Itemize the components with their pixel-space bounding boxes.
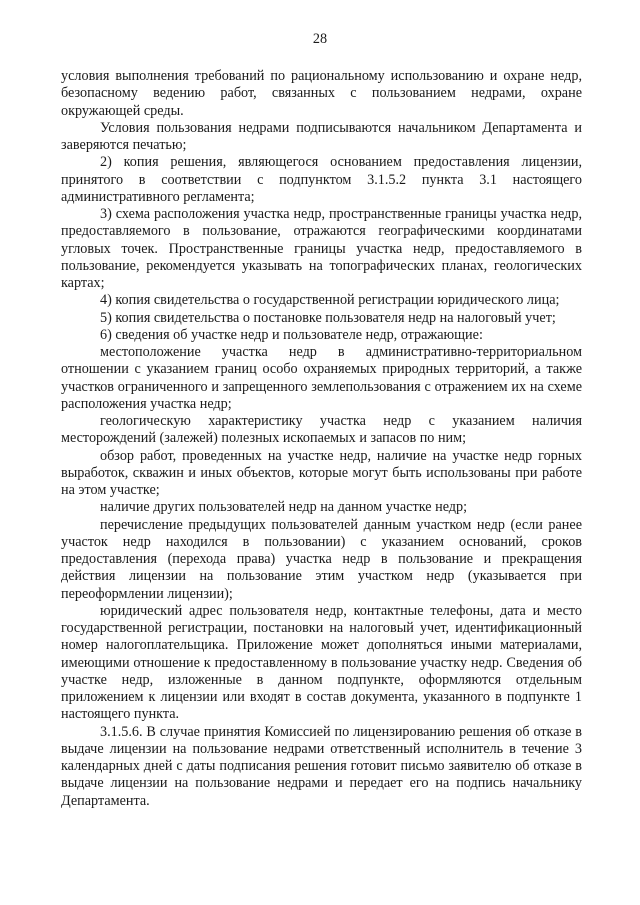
paragraph-conditions-signature: Условия пользования недрами подписываются начальником Департамента и заверяются печатью;: [61, 119, 582, 153]
paragraph-item-5: 5) копия свидетельства о постановке пользователя недр на налоговый учет;: [100, 309, 556, 326]
paragraph-other-users: наличие других пользователей недр на данном участке недр;: [100, 499, 468, 516]
paragraph-item-3: 3) схема расположения участка недр, пространственные границы участка недр, предоставляемого в пользование, отражаются географическими координатами угловых точек. Пространственные границы участка недр, предоставляемого в пользование, рекомендуется указывать на топографических планах, геологических картах;: [61, 206, 582, 291]
paragraph-works-review: обзор работ, проведенных на участке недр, наличие на участке недр горных выработок, скважин и иных объектов, которые могут быть использованы при работе на этом участке;: [61, 447, 582, 498]
paragraph-previous-users: перечисление предыдущих пользователей данным участком недр (если ранее участок недр находился в пользовании) с указанием оснований, сроков предоставления (перехода права) участка недр в пользование и прекращения действия лицензии на пользование этим участком недр (указывается при переоформлении лицензии);: [61, 516, 582, 602]
paragraph-item-2: 2) копия решения, являющегося основанием предоставления лицензии, принятого в соответствии с подпунктом 3.1.5.2 пункта 3.1 настоящего административного регламента;: [61, 154, 582, 205]
document-body: [61, 68, 582, 810]
paragraph-legal-address: юридический адрес пользователя недр, контактные телефоны, дата и место государственной регистрации, постановки на налоговый учет, идентификационный номер налогоплательщика. Приложение может дополняться иными материалами, имеющими отношение к предоставленному в пользование участку недр. Сведения об участке недр, изложенные в данном подпункте, оформляются отдельным приложением к лицензии или входят в состав документа, указанного в подпункте 1 настоящего пункта.: [61, 602, 582, 723]
paragraph-geology: геологическую характеристику участка недр с указанием наличия месторождений (залежей) полезных ископаемых и запасов по ним;: [61, 413, 582, 447]
paragraph-section-3-1-5-6: 3.1.5.6. В случае принятия Комиссией по лицензированию решения об отказе в выдаче лицензии на пользование недрами ответственный исполнитель в течение 3 календарных дней с даты подписания решения готовит письмо заявителю об отказе в выдаче лицензии на пользование недрами и передает его на подпись начальнику Департамента.: [61, 723, 582, 809]
page-number: 28: [312, 31, 328, 47]
paragraph-item-4: 4) копия свидетельства о государственной регистрации юридического лица;: [100, 292, 560, 309]
paragraph-item-6: 6) сведения об участке недр и пользователе недр, отражающие:: [100, 326, 483, 343]
paragraph-conditions-continued: условия выполнения требований по рациональному использованию и охране недр, безопасному ведению работ, связанных с пользованием недрами, охране окружающей среды.: [61, 68, 582, 119]
paragraph-location: местоположение участка недр в административно-территориальном отношении с указанием границ особо охраняемых природных территорий, а также участков ограниченного и запрещенного землепользования с отражением их на схеме расположения участка недр;: [61, 344, 582, 412]
